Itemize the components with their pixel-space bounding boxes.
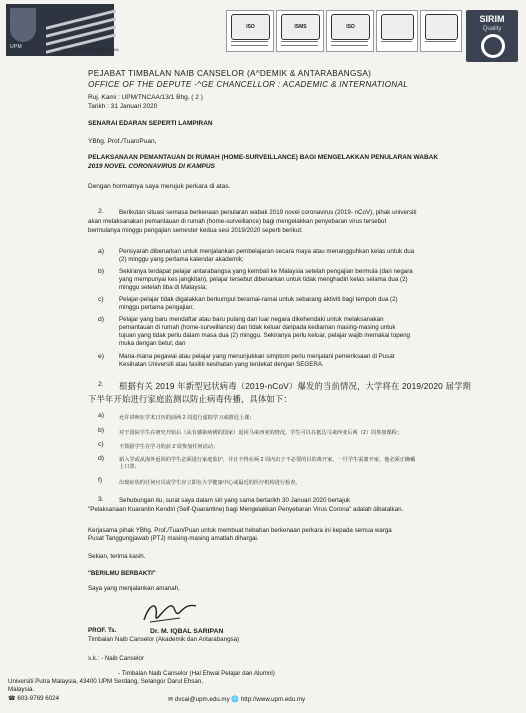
item-label: c) (98, 296, 104, 303)
cn-para-number: 2. (98, 381, 104, 388)
cn-item-text: 不鼓励学生在学习的前 2 周参加任何活动； (119, 444, 219, 450)
item-line: yang mempunyai kes jangkitan), pelajar tersebut dibenarkan untuk tidak menghadiri kelas selama dua (2) (119, 276, 408, 283)
cn-item-text: 新入学或从海外返回的学生必须进行家庭监护，并且不得在两 2 周内出于不必要的目的离开家，一旦学生需离开家，他必须正确戴上口罩； (119, 457, 416, 470)
item-label: a) (98, 248, 105, 255)
footer-contact: ✉ dvcai@upm.edu.my 🌐 http://www.upm.edu.my (168, 696, 306, 703)
footer-phone: ☎ 603-9769 6024 (8, 695, 60, 702)
certification-badge-5 (420, 10, 462, 52)
item-line: (2) minggu yang pertama kalendar akademik; (119, 256, 244, 263)
cn-item-label: c) (98, 441, 104, 448)
item-line: pemantauan di rumah (home-surveillance) dan tidak keluar daripada kediaman masing-masing untuk (119, 324, 396, 331)
para2-line: bermulanya minggu pengajian semester kedua sesi 2019/2020 seperti berikut: (88, 227, 303, 234)
letter-date: Tarikh : 31 Januari 2020 (88, 103, 158, 110)
distribution-note: SENARAI EDARAN SEPERTI LAMPIRAN (88, 120, 213, 127)
cn-item-label: f) (98, 477, 103, 484)
quality-q-icon (481, 34, 505, 58)
handwritten-signature (140, 598, 200, 628)
para2-number: 2. (98, 208, 104, 215)
cn-para-line: 下半年开始进行家庭监测以防止病毒传播，具体如下： (88, 394, 292, 404)
opening-line: Dengan hormatnya saya merujuk perkara di atas. (88, 183, 231, 190)
certification-badge-3: ISO (326, 10, 374, 52)
item-line: Mana-mana pegawai atau pelajar yang menunjukkan simptom perlu menjalani pemeriksaan di Pusat (119, 353, 395, 360)
para3-line: "Pelaksanaan Kuarantin Kendiri (Self-Quarantine) bagi Mengelakkan Penyebaran Virus Corona" adalah dibatalkan. (88, 506, 404, 513)
para2-line: akan melaksanakan pemantauan di rumah (home-surveillance) bagi mengelakkan penyebaran virus tersebut (88, 218, 387, 225)
logo-text: UPM (10, 44, 23, 50)
office-title-english: OFFICE OF THE DEPUTE -^GE CHANCELLOR : ACADEMIC & INTERNATIONAL (88, 80, 409, 89)
item-line: Pelajar-pelajar tidak digalakkan berkumpul beramai-ramai untuk sebarang aktiviti bagi tempoh dua (2) (119, 296, 398, 303)
reference-number: Ruj. Kami : UPM/TNCAA/13/1 Bhg. ( 2 ) (88, 94, 203, 101)
item-line: Pelajar yang baru mendaftar atau baru pulang dari luar negara dikehendaki untuk melaksanakan (119, 316, 384, 323)
closing-line: Pusat Tanggungjawab (PTJ) masing-masing amatlah dihargai. (88, 535, 259, 542)
cn-item-text: 对于国际学生在研究开始后（从有感染病例的国家）返回马来西亚的情况，学生可以在抵达马来西亚后两（2）周参加课程； (119, 430, 403, 436)
cn-item-label: a) (98, 412, 105, 419)
university-motto: "BERILMU BERBAKTI" (88, 570, 156, 577)
cn-item-label: b) (98, 427, 105, 434)
thanks-line: Sekian, terima kasih. (88, 553, 146, 560)
cn-item-text: 允许讲师在学术日历的前两 2 周进行虚拟学习或推迟上课； (119, 415, 255, 421)
closing-line: Kerjasama pihak YBhg. Prof./Tuan/Puan untuk membuat hebahan berkenaan perkara ini kepada semua warga (88, 527, 392, 534)
crest-icon (10, 8, 36, 42)
item-line: tujuan yang tidak perlu dalam masa dua (2) minggu. Sekiranya perlu keluar, pelajar wajib memakai topeng (119, 332, 410, 339)
item-line: Kesihatan Universiti atau fasiliti kesihatan yang terdekat dengan SEGERA. (119, 361, 324, 368)
signatory-name: Dr. M. IQBAL SARIPAN (150, 628, 224, 635)
office-title-malay: PEJABAT TIMBALAN NAIB CANSELOR (A^DEMIK & ANTARABANGSA) (88, 69, 372, 78)
cn-item-label: d) (98, 455, 105, 462)
footer-address: Malaysia. (8, 686, 35, 693)
sirim-quality-logo: SIRIM Quality (466, 10, 518, 62)
item-line: Pensyarah dibenarkan untuk menjalankan pembelajaran secara maya atau menangguhkan kelas untuk dua (119, 248, 415, 255)
para3-line: Sehubungan itu, surat saya dalam siri yang sama bertarikh 30 Januari 2020 bertajuk (119, 497, 351, 504)
copy-to-line: - Timbalan Naib Canselor (Hal Ehwal Pelajar dan Alumni) (118, 670, 275, 677)
letterhead (0, 0, 526, 70)
para3-number: 3. (98, 496, 104, 503)
item-line: minggu pertama pengajian; (119, 304, 194, 311)
footer-address: Universiti Putra Malaysia, 43400 UPM Serdang, Selangor Darul Ehsan, (8, 678, 204, 685)
copy-to-line: s.k.: - Naib Canselor (88, 655, 145, 662)
item-label: d) (98, 316, 105, 323)
salutation: YBhg. Prof./Tuan/Puan, (88, 138, 157, 145)
signatory-title: Timbalan Naib Canselor (Akademik dan Antarabangsa) (88, 636, 240, 643)
certification-badge-2: ISMS (276, 10, 324, 52)
university-name: UNIVERSITI PUTRA MALAYSIA (62, 48, 119, 52)
subject-line-1: PELAKSANAAN PEMANTAUAN DI RUMAH (HOME-SURVEILLANCE) BAGI MENGELAKKAN PENULARAN WABAK (88, 154, 439, 161)
item-label: e) (98, 353, 105, 360)
trust-line: Saya yang menjalankan amanah, (88, 585, 180, 592)
item-line: minggu setelah tiba di Malaysia; (119, 284, 208, 291)
cn-item-text: 出现症状的任何官员或学生应立即在大学健康中心或最近的医疗机构进行检查。 (119, 480, 301, 486)
cn-para-line: 根据有关 2019 年新型冠状病毒（2019-nCoV）爆发的当前情况，大学将在 2019/2020 届学期 (119, 381, 471, 391)
certification-badge-1: ISO (226, 10, 274, 52)
signatory-prefix: PROF. Ts. (88, 627, 117, 634)
subject-line-2: 2019 NOVEL CORONAVIRUS DI KAMPUS (88, 163, 215, 170)
item-label: b) (98, 268, 105, 275)
certification-badge-4 (376, 10, 418, 52)
para2-line: Berikutan situasi semasa berkenaan penularan wabak 2019 novel coronavirus (2019- nCoV), pihak universiti (119, 209, 417, 216)
item-line: Sekiranya terdapat pelajar antarabangsa yang kembali ke Malaysia setelah pengajian bermula (dari negara (119, 268, 413, 275)
item-line: muka dengan betul; dan (119, 340, 186, 347)
